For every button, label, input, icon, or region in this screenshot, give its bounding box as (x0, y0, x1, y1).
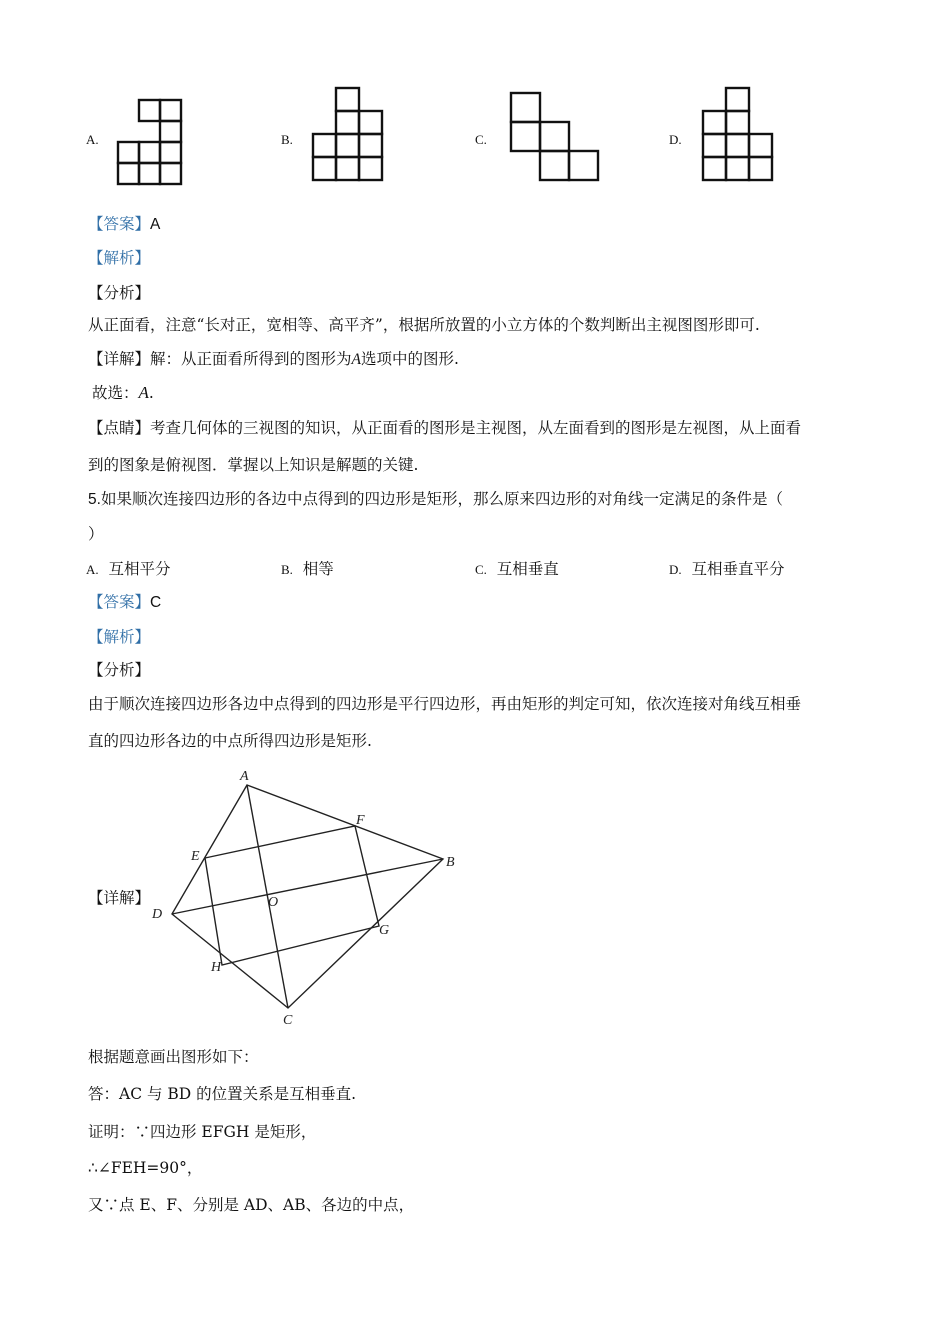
cube-cell (749, 134, 772, 157)
proof-line-1: 根据题意画出图形如下： (88, 1048, 259, 1066)
cube-cell (703, 111, 726, 134)
choice-b-text: 相等 (302, 560, 334, 578)
choice-a (86, 559, 171, 580)
cube-cell (118, 142, 139, 163)
option-d-grid (703, 88, 772, 180)
answer-value: A (150, 216, 161, 233)
q4-dianjing-1: 【点睛】考查几何体的三视图的知识，从正面看的图形是主视图，从左面看到的图形是左视图，从上面看 (88, 419, 802, 437)
cube-cell (336, 111, 359, 134)
proof-line-5: 又∵点 E、F、分别是 AD、AB、各边的中点， (88, 1196, 415, 1214)
cube-cell (160, 121, 181, 142)
question-text: 如果顺次连接四边形的各边中点得到的四边形是矩形，那么原来四边形的对角线一定满足的条件是（ (100, 490, 783, 508)
q4-answer (88, 214, 160, 235)
cube-cell (160, 142, 181, 163)
cube-cell (336, 157, 359, 180)
q4-detail (88, 349, 459, 370)
option-a-grid (118, 100, 181, 184)
option-b-label: B. (281, 132, 293, 147)
cube-cell (313, 157, 336, 180)
option-b-figure (311, 86, 391, 186)
cube-cell (511, 122, 540, 151)
choice-c-label: C. (475, 562, 487, 577)
q4-analysis: 从正面看，注意“长对正，宽相等、高平齐”，根据所放置的小立方体的个数判断出主视图图形即可. (88, 316, 760, 334)
cube-cell (336, 88, 359, 111)
choose-var: A (138, 383, 149, 402)
cube-cell (703, 157, 726, 180)
proof-line-4: ∴∠FEH=90°， (88, 1159, 203, 1177)
q5-jiexi-tag: 【解析】 (88, 628, 151, 646)
cube-cell (726, 88, 749, 111)
answer-tag: 【答案】 (88, 593, 151, 611)
answer-value: C (150, 594, 162, 611)
label-e: E (191, 849, 200, 864)
q4-jiexi-tag: 【解析】 (88, 249, 151, 267)
cube-cell (160, 100, 181, 121)
quad-efgh (205, 826, 379, 965)
cube-cell (139, 142, 160, 163)
cube-cell (359, 111, 382, 134)
q4-dianjing-2: 到的图象是俯视图．掌握以上知识是解题的关键. (88, 456, 419, 474)
choice-d-label: D. (669, 562, 682, 577)
option-a-figure (116, 98, 186, 188)
q5-question-line-1 (88, 489, 783, 510)
question-number: 5. (88, 491, 101, 508)
cube-cell (749, 157, 772, 180)
option-c-figure (509, 91, 604, 186)
label-d: D (152, 907, 163, 922)
label-a: A (240, 769, 249, 784)
cube-cell (139, 163, 160, 184)
option-a-label: A. (86, 132, 99, 147)
choice-c-text: 互相垂直 (496, 560, 559, 578)
q5-analysis-1: 由于顺次连接四边形各边中点得到的四边形是平行四边形，再由矩形的判定可知，依次连接对角线互相垂 (88, 695, 802, 713)
proof-line-2: 答：AC 与 BD 的位置关系是互相垂直. (88, 1085, 357, 1103)
q5-answer (88, 592, 161, 613)
option-c-grid (511, 93, 598, 180)
option-c-label: C. (475, 132, 487, 147)
cube-cell (359, 157, 382, 180)
cube-cell (703, 134, 726, 157)
option-d-label: D. (669, 132, 682, 147)
cube-cell (726, 134, 749, 157)
cube-cell (540, 122, 569, 151)
quadrilateral-figure (150, 762, 470, 1030)
choice-b-label: B. (281, 562, 293, 577)
option-d-figure (701, 86, 781, 186)
choice-b (281, 559, 334, 580)
choice-d-text: 互相垂直平分 (691, 560, 785, 578)
q5-analysis-2: 直的四边形各边的中点所得四边形是矩形. (88, 732, 372, 750)
label-c: C (283, 1013, 293, 1028)
label-o: O (268, 895, 279, 910)
label-b: B (446, 855, 455, 870)
cube-cell (359, 134, 382, 157)
choice-a-text: 互相平分 (108, 560, 171, 578)
proof-line-3: 证明：∵四边形 EFGH 是矩形， (88, 1123, 317, 1141)
choose-tail: . (148, 384, 154, 402)
cube-cell (540, 151, 569, 180)
cube-cell (726, 157, 749, 180)
choice-d (669, 559, 785, 580)
detail-tail: 选项中的图形. (360, 350, 459, 368)
choice-c (475, 559, 559, 580)
label-h: H (211, 960, 222, 975)
q5-detail-tag: 【详解】 (88, 889, 151, 907)
cube-cell (511, 93, 540, 122)
choice-a-label: A. (86, 562, 99, 577)
answer-tag: 【答案】 (88, 215, 151, 233)
choose-text: 故选： (92, 384, 139, 402)
detail-var: A (351, 351, 361, 368)
label-g: G (379, 923, 390, 938)
option-b-grid (313, 88, 382, 180)
cube-cell (118, 163, 139, 184)
cube-cell (313, 134, 336, 157)
cube-cell (569, 151, 598, 180)
cube-cell (726, 111, 749, 134)
label-f: F (356, 813, 365, 828)
q5-question-line-2: ） (88, 525, 104, 543)
detail-text: 【详解】解：从正面看所得到的图形为 (88, 350, 352, 368)
cube-cell (139, 100, 160, 121)
q4-choose (92, 383, 154, 403)
cube-cell (160, 163, 181, 184)
q5-fenxi-heading: 【分析】 (88, 661, 151, 679)
q4-fenxi-heading: 【分析】 (88, 284, 151, 302)
cube-cell (336, 134, 359, 157)
